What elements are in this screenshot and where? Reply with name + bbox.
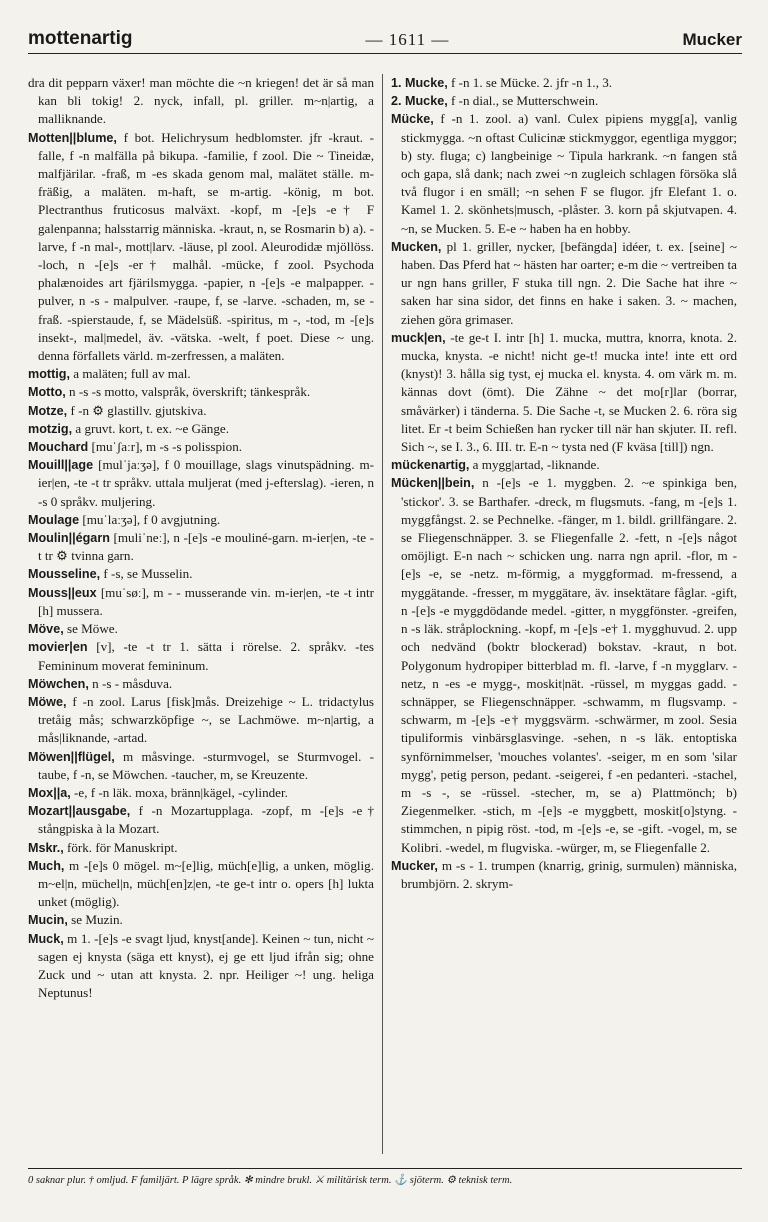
dictionary-entry [28, 638, 374, 674]
entry-definition: [muliˈneː], n -[e]s -e mouliné-garn. m-ier|en, -te -t tr ⚙ tvinna garn. [38, 530, 374, 564]
entry-definition: se Muzin. [71, 912, 123, 928]
entry-definition: [muˈsøː], m - - musserande vin. m-ier|en, -te -t intr [h] mussera. [38, 584, 374, 618]
entry-definition: f -n 1. se Mücke. 2. jfr -n 1., 3. [450, 75, 613, 90]
entry-definition: n -s - måsduva. [92, 675, 173, 691]
entry-definition: [v], -te -t tr 1. sätta i rörelse. 2. språkv. -tes Femininum moverat femininum. [38, 639, 374, 673]
entry-headword: Mucin, [28, 913, 68, 928]
dictionary-entry [28, 74, 374, 129]
dictionary-entry [28, 383, 374, 401]
dictionary-entry [391, 74, 737, 92]
entry-headword: Mücken||bein, [391, 476, 475, 491]
dictionary-entry [28, 584, 374, 620]
dictionary-entry [28, 784, 374, 802]
dictionary-entry [28, 529, 374, 565]
dictionary-entry [28, 565, 374, 583]
entry-headword: mückenartig, [391, 458, 470, 473]
entry-headword: Muck, [28, 931, 64, 946]
entry-definition: [muˈlaːʒə], f 0 avgjutning. [82, 511, 221, 527]
entry-definition: se Möwe. [66, 621, 118, 637]
entry-headword: Mouill||age [28, 458, 94, 473]
dictionary-entry [391, 92, 737, 110]
entry-definition: f -n ⚙ glastillv. gjutskiva. [70, 402, 207, 418]
entry-definition: f -n zool. Larus [fisk]mås. Dreizehige ~ L. tridactylus tretåig mås; schwarzköpfige ~, se Lachmöwe. m~n|artig, a mås|liknande, -artad. [38, 693, 374, 746]
page-number: — 1611 — [365, 30, 450, 49]
entry-definition: dra dit pepparn växer! man möchte die ~n kriegen! det är så man kan bli tokig! 2. nyck, infall, pl. griller. m~n|artig, a malliknande. [28, 75, 374, 127]
dictionary-entry [391, 110, 737, 237]
entry-headword: movier|en [28, 640, 88, 655]
dictionary-entry [391, 238, 737, 329]
entry-definition: -e, f -n läk. moxa, bränn|kägel, -cylinder. [74, 784, 288, 800]
dictionary-entry [28, 402, 374, 420]
entry-definition: m 1. -[e]s -e svagt ljud, knyst[ande]. Keinen ~ tun, nicht ~ sagen ej knysta (säga ett knyst), ej ge ett ljud ifrån sig; ohne Zuck und ~ utan att knysta. 2. npr. Heiliger ~! ung. heliga Neptunus! [38, 930, 374, 1001]
entry-headword: 1. Mucke, [391, 76, 448, 90]
entry-definition: f -s, se Musselin. [103, 566, 193, 582]
dictionary-entry [28, 438, 374, 456]
dictionary-entry [28, 511, 374, 529]
dictionary-entry [391, 456, 737, 474]
entry-headword: Mucker, [391, 858, 438, 873]
dictionary-entry [391, 474, 737, 856]
entry-headword: muck|en, [391, 330, 446, 345]
header-left-guideword: mottenartig [28, 28, 133, 49]
entry-headword: Mozart||ausgabe, [28, 804, 131, 819]
dictionary-entry [28, 857, 374, 912]
entry-headword: Möwe, [28, 694, 67, 709]
dictionary-entry [28, 748, 374, 784]
header-right-guideword: Mucker [682, 30, 742, 49]
abbreviation-legend: 0 saknar plur. † omljud. F familjärt. P lägre språk. ✻ mindre brukl. ⚔ militärisk term. ⚓ sjöterm. ⚙ teknisk term. [28, 1168, 742, 1186]
entry-definition: m -[e]s 0 mögel. m~[e]lig, müch[e]lig, a unken, möglig. m~el|n, müchel|n, müch[en]z|en, -te ge-t intr o. opers [h] lukta unket (möglig). [38, 857, 375, 910]
entry-definition: pl 1. griller, nycker, [befängda] idéer, t. ex. [seine] ~ haben. Das Pferd hat ~ hästen har oarter; e-m die ~ vertreiben ta ur ngn hans griller, F stuka till ngn. 2. Die Sache hat ihre ~ saken har sina sidor, det finns en hake i saken. 3. ~ machen, ziehen göra grimaser. [401, 238, 737, 327]
entry-headword: Mouss||eux [28, 585, 97, 600]
entry-headword: motzig, [28, 421, 73, 436]
dictionary-entry [28, 802, 374, 838]
entry-definition: [mulˈjaːʒə], f 0 mouillage, slags vinutspädning. m-ier|en, -te -t tr språkv. uttala muljerat (med j-efterslag). -ieren, n -s 0 språkv. muljering. [38, 457, 374, 509]
entry-definition: n -s -s motto, valspråk, överskrift; tänkespråk. [69, 384, 311, 400]
entry-definition: m måsvinge. -sturmvogel, se Sturmvogel. -taube, f -n, se Möwchen. -taucher, m, se Kreuzente. [38, 748, 374, 782]
entry-headword: Möwchen, [28, 676, 89, 691]
right-column [382, 74, 737, 1154]
entry-headword: Möwen||flügel, [28, 749, 115, 764]
dictionary-entry [28, 693, 374, 748]
entry-columns [28, 74, 742, 1154]
entry-headword: 2. Mucke, [391, 94, 448, 109]
entry-headword: Much, [28, 858, 65, 873]
page-header [28, 14, 742, 54]
dictionary-entry [28, 420, 374, 438]
dictionary-entry [28, 839, 374, 857]
dictionary-entry [28, 930, 374, 1003]
entry-headword: Möve, [28, 622, 64, 637]
entry-definition: [muˈʃaːr], m -s -s polisspion. [91, 439, 243, 455]
dictionary-entry [28, 911, 374, 929]
entry-definition: n -[e]s -e 1. myggben. 2. ~e spinkiga ben, 'stickor'. 3. se Barthafer. -dreck, m flugsmuts. -fang, m -[e]s 1. myggfångst. 2. se Pechnelke. -fänger, m 1. bildl. grillfängare. 2. se Fliegenschnäpper. 3. se Fliegenfalle 2. -fett, n -[e]s något omöjligt. E-n nach ~ schicken ung. narra ngn april. -flor, m -[e]s -e, se -netz. m-förmig, a myggformad. m-fressend, a myggätande. -fresser, m myggätare, äv. insektätare fåglar. -gift, n -[e]s -e myggdödande medel. -gitter, n myggfönster. -greifen, n -s läk. stråplockning. -kopf, m -[e]s -e† 1. mygghuvud. 2. upp och nedvänd (boktr blockerad) bokstav. -kraut, n bot. Polygonum hydropiper bitterblad m. fl. -larve, f -n mygglarv. -netz, n -es -e mygg-, moskit|nät. -rüssel, m myggas gadd. -schnäpper, se Fliegenschnäpper. -schwamm, m flugsvamp. -schwarm, m -[e]s -e† myggsvärm. -schwärmer, m zool. Sesia tipuliformis vinbärsglasvinge. -sehen, n -s läk. entoptiska synförnimmelser, 'mouches volantes'. -seiger, m en som 'silar mygg', petig person, pedant. -seigerei, f -en pedanteri. -stachel, m -s -, se -rüssel. -stecher, m, se a) Plattmönch; b) Ziegenmelker. -stich, m -[e]s -e myggbett, moskit[o]styng. -stimmchen, n pipig röst. -tod, m -[e]s -e, se -gift. -vogel, m, se Kolibri. -wedel, m flugviska. -würger, m, se Fliegenfalle 2. [401, 475, 737, 855]
entry-headword: Motto, [28, 385, 66, 400]
entry-definition: f -n Mozartupplaga. -zopf, m -[e]s -e† stångpiska à la Mozart. [38, 803, 374, 837]
entry-definition: a gruvt. kort, t. ex. ~e Gänge. [75, 420, 229, 436]
entry-headword: Motten||blume, [28, 130, 117, 145]
entry-definition: a maläten; full av mal. [73, 366, 191, 382]
entry-definition: a mygg|artad, -liknande. [472, 457, 600, 473]
dictionary-entry [28, 129, 374, 366]
dictionary-entry [28, 365, 374, 383]
entry-headword: Mucken, [391, 239, 442, 254]
entry-headword: Mskr., [28, 840, 64, 855]
entry-headword: Mouchard [28, 440, 89, 455]
dictionary-entry [391, 329, 737, 456]
entry-definition: m -s - 1. trumpen (knarrig, grinig, surmulen) människa, brumbjörn. 2. skrym- [401, 857, 737, 891]
dictionary-entry [28, 620, 374, 638]
dictionary-entry [28, 456, 374, 511]
entry-headword: Mousseline, [28, 567, 101, 582]
entry-headword: Mücke, [391, 112, 434, 127]
entry-headword: mottig, [28, 367, 70, 382]
entry-definition: förk. för Manuskript. [66, 839, 178, 855]
dictionary-entry [28, 675, 374, 693]
entry-definition: f bot. Helichrysum hedblomster. jfr -kraut. -falle, f -n malfälla på bikupa. -familie, f zool. Die ~ Tineidæ, malfjärilar. -fraß, m -es skada genom mal, malätet ställe. m-fräßig, a maläten. m-haft, se m-artig. -könig, m bot. Plectranthus fruticosus malväxt. -kopf, m -[e]s -e† F galenpanna; halsstarrig människa. -kraut, n, se Rosmarin b) a). -larve, f -n mal-, mott|larv. -läuse, pl zool. Aleurodidæ mjöllöss. -loch, n -[e]s -er† malhål. -mücke, f zool. Psychoda phalænoides art fjärilsmygga. -papier, n -[e]s -e malpapper. -pulver, n -s - malpulver. -raupe, f, se -larve. -schaden, m, se -fraß. -spierstaude, f, se Mädelsüß. -spiritus, m -, -tod, m -[e]s insekt-, mal|medel, äv. -vätska. -welt, f poet. Diese ~ ung. denna förfallets värld. m-zerfressen, a maläten. [38, 129, 374, 364]
dictionary-entry [391, 857, 737, 893]
entry-headword: Mox||a, [28, 785, 71, 800]
entry-definition: -te ge-t I. intr [h] 1. mucka, muttra, knorra, knota. 2. mucka, knysta. -e nicht! nicht ge-t! mucka inte! inte ett ord (knyst)! 3. hålla sig tyst, ej mucka el. knysta. 4. om värk m. m. kännas dovt (ömt). Die Zähne ~ det mo[r]lar (borrar, småvärker) i tänderna. 5. Die Sache -t, se Mucken 2. 6. röra sig litet. Er -t beim Schießen han rycker till när han skjuter. II. refl. Sich ~, se I. 3., 6. III. tr. E-n ~ tysta ned (F kväsa [till]) ngn. [401, 329, 737, 455]
entry-definition: f -n dial., se Mutterschwein. [450, 93, 599, 109]
entry-definition: f -n 1. zool. a) vanl. Culex pipiens mygg[a], vanlig stickmygga. ~n oftast Culicinæ stickmyggor, egentliga myggor; b) sty. fluga; c) langbeinige ~ Tipula harkrank. ~n fangen stå och gapa, slå dank; nach zwei ~n zugleich schlagen försöka slå två flugor i en smäll; ~n sehen F se flugor. jfr Elefant 1. o. Kamel 1. 2. skönhets|musch, -plåster. 3. korn på skjutvapen. 4. ~n, se Mucken. 5. E-e ~ haben ha en hobby. [401, 111, 737, 236]
entry-headword: Motze, [28, 403, 68, 418]
entry-headword: Moulin||égarn [28, 531, 110, 546]
left-column [28, 74, 382, 1154]
entry-headword: Moulage [28, 512, 80, 527]
